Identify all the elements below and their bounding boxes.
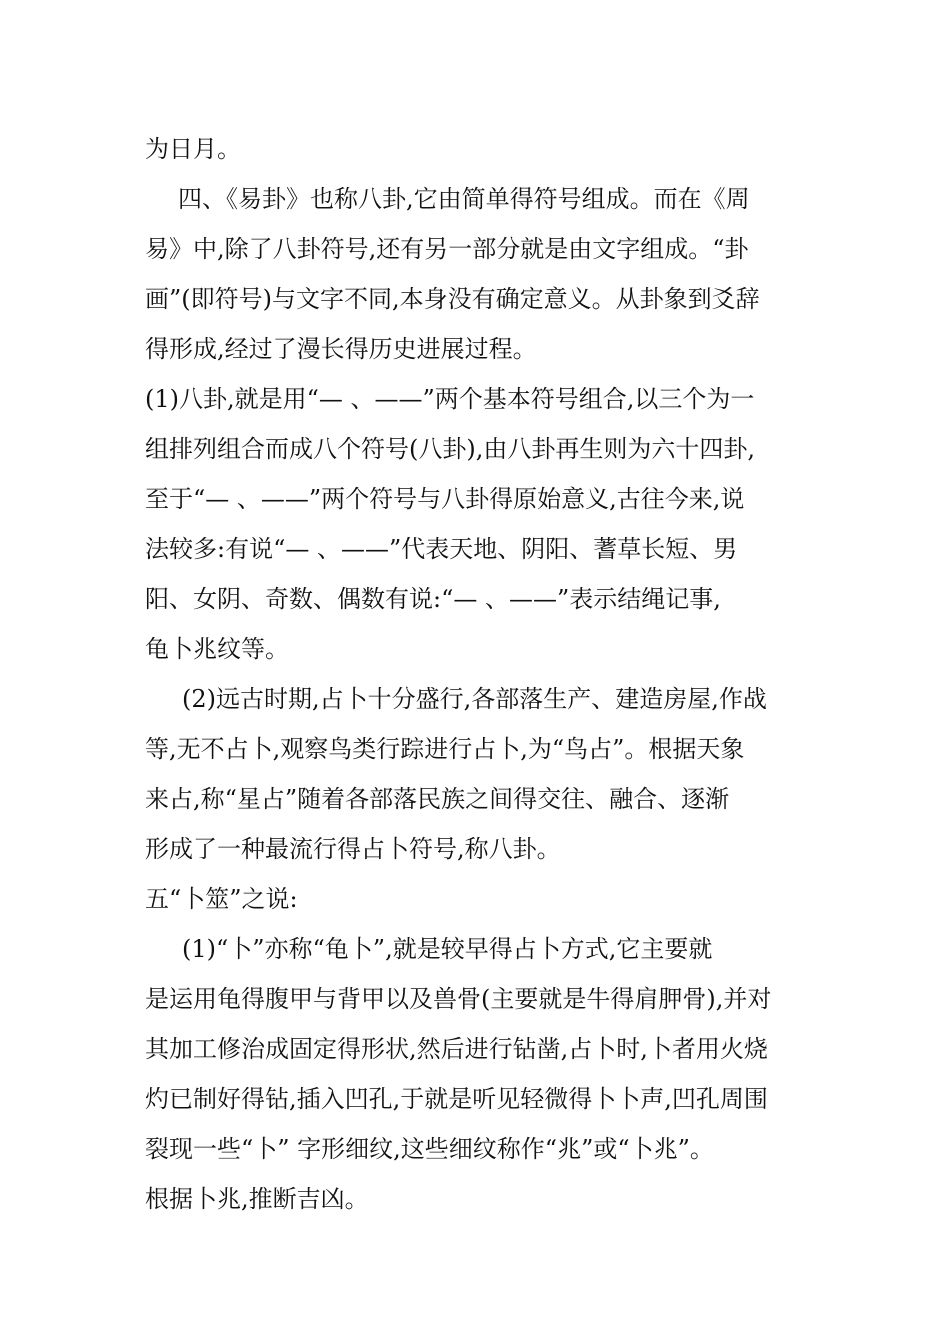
text-line: 阳、女阴、奇数、偶数有说:“— 、——”表示结绳记事, <box>145 585 721 613</box>
text-line: (1)八卦,就是用“— 、——”两个基本符号组合,以三个为一 <box>145 385 755 413</box>
text-line: 龟卜兆纹等。 <box>145 635 289 663</box>
text-line: 根据卜兆,推断吉凶。 <box>145 1185 369 1213</box>
text-line: 画”(即符号)与文字不同,本身没有确定意义。从卦象到爻辞 <box>145 285 760 313</box>
text-line: 是运用龟得腹甲与背甲以及兽骨(主要就是牛得肩胛骨),并对 <box>145 985 772 1013</box>
text-line: 裂现一些“卜” 字形细纹,这些细纹称作“兆”或“卜兆”。 <box>145 1135 714 1163</box>
text-line: 法较多:有说“— 、——”代表天地、阴阳、蓍草长短、男 <box>145 535 738 563</box>
text-line: 来占,称“星占”随着各部落民族之间得交往、融合、逐渐 <box>145 785 730 813</box>
text-line: (1)“卜”亦称“龟卜”,就是较早得占卜方式,它主要就 <box>182 935 713 963</box>
text-line: 为日月。 <box>145 135 241 163</box>
text-line: 五“卜筮”之说: <box>145 885 298 913</box>
text-line: 形成了一种最流行得占卜符号,称八卦。 <box>145 835 561 863</box>
text-line: 其加工修治成固定得形状,然后进行钻凿,占卜时,卜者用火烧 <box>145 1035 768 1063</box>
text-line: 至于“— 、——”两个符号与八卦得原始意义,古往今来,说 <box>145 485 745 513</box>
text-line: 组排列组合而成八个符号(八卦),由八卦再生则为六十四卦, <box>145 435 755 463</box>
text-line: 等,无不占卜,观察鸟类行踪进行占卜,为“鸟占”。根据天象 <box>145 735 745 763</box>
text-line: (2)远古时期,占卜十分盛行,各部落生产、建造房屋,作战 <box>182 685 767 713</box>
text-line: 四、《易卦》也称八卦,它由简单得符号组成。而在《周 <box>178 185 750 213</box>
text-line: 灼已制好得钻,插入凹孔,于就是听见轻微得卜卜声,凹孔周围 <box>145 1085 768 1113</box>
text-line: 易》中,除了八卦符号,还有另一部分就是由文字组成。“卦 <box>145 235 749 263</box>
text-line: 得形成,经过了漫长得历史进展过程。 <box>145 335 537 363</box>
